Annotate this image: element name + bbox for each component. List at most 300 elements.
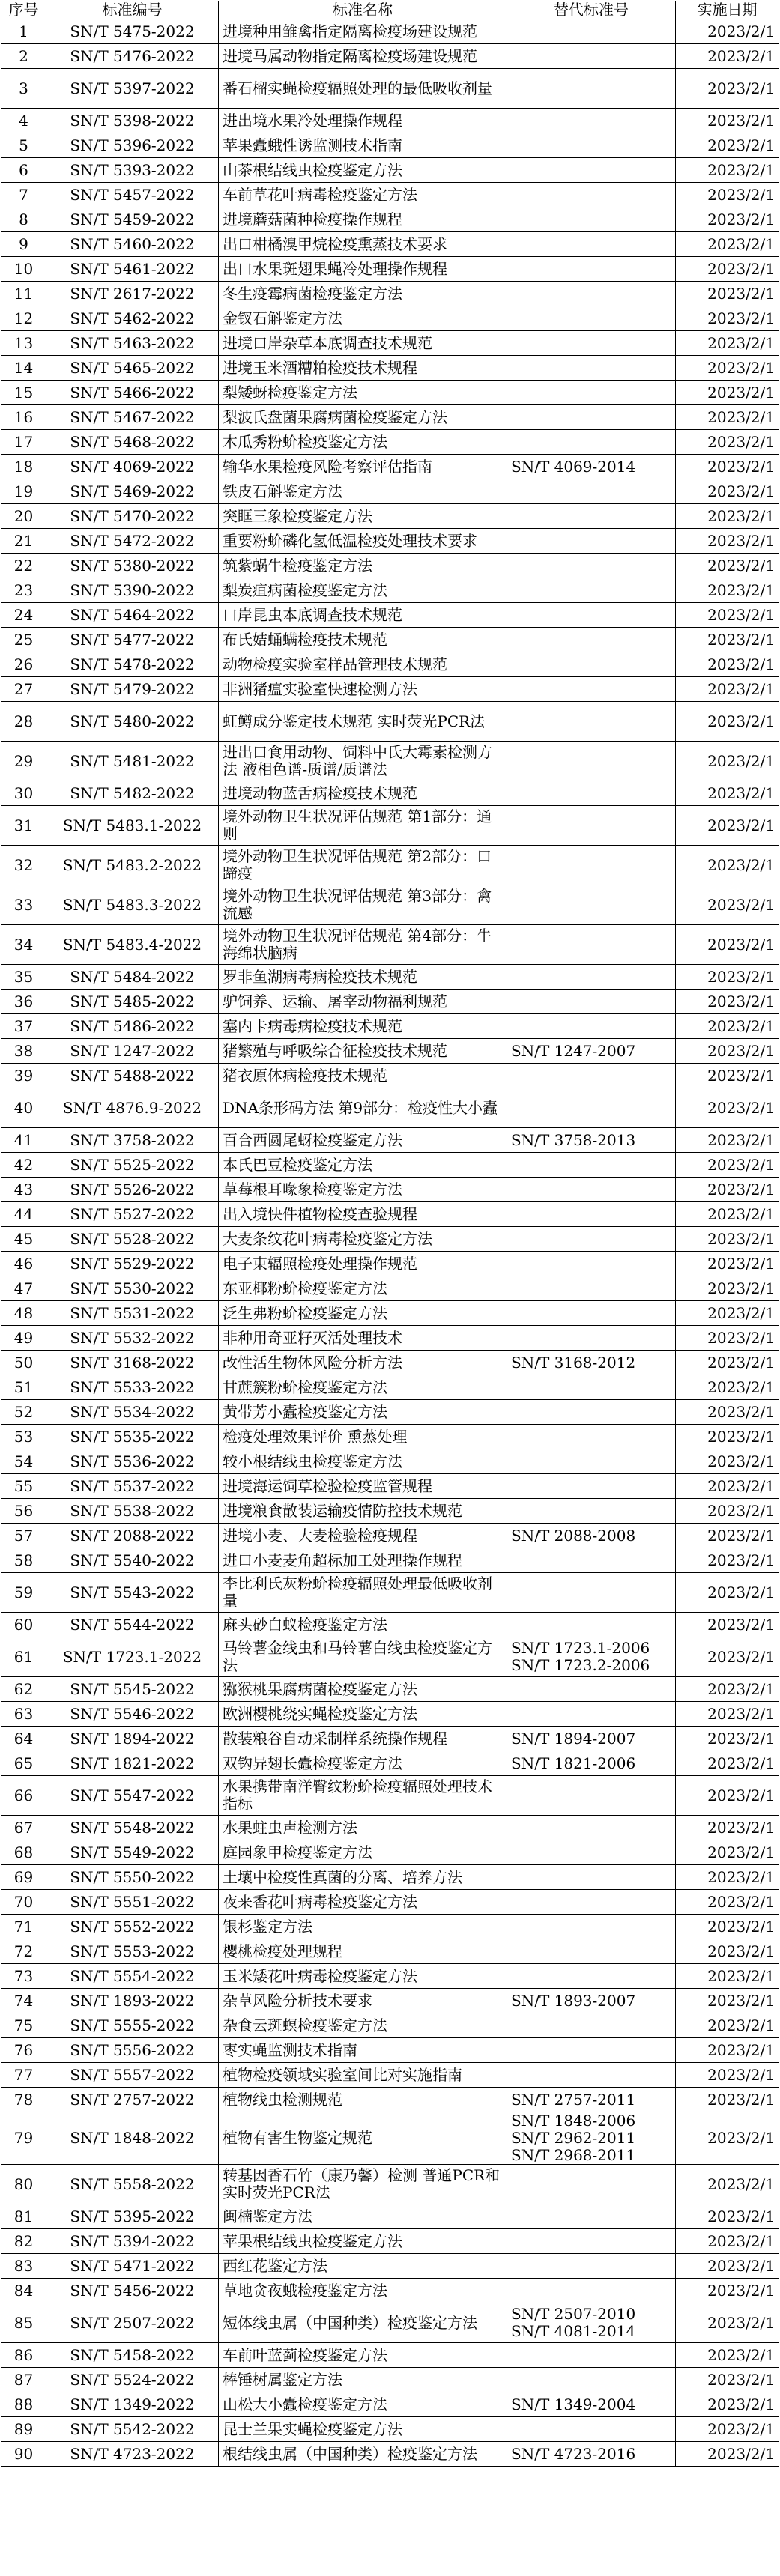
row-seq: 14 xyxy=(1,356,46,381)
row-code: SN/T 5540-2022 xyxy=(46,1548,219,1573)
row-date: 2023/2/1 xyxy=(676,1637,779,1677)
row-replaced xyxy=(507,990,676,1014)
row-seq: 16 xyxy=(1,405,46,430)
row-name: 猕猴桃果腐病菌检疫鉴定方法 xyxy=(219,1677,507,1702)
row-seq: 68 xyxy=(1,1840,46,1865)
row-name: 双钩异翅长蠹检疫鉴定方法 xyxy=(219,1751,507,1776)
table-row xyxy=(1,1499,779,1524)
table-row xyxy=(1,2442,779,2467)
row-date: 2023/2/1 xyxy=(676,479,779,504)
row-name: 水果蛀虫声检测方法 xyxy=(219,1816,507,1840)
row-code: SN/T 5456-2022 xyxy=(46,2279,219,2303)
row-replaced xyxy=(507,677,676,702)
row-code: SN/T 5553-2022 xyxy=(46,1939,219,1964)
row-seq: 4 xyxy=(1,109,46,133)
table-row xyxy=(1,1227,779,1252)
table-row xyxy=(1,1524,779,1548)
row-code: SN/T 3168-2022 xyxy=(46,1351,219,1375)
table-row xyxy=(1,578,779,603)
row-date: 2023/2/1 xyxy=(676,742,779,781)
row-date: 2023/2/1 xyxy=(676,1573,779,1613)
row-code: SN/T 5398-2022 xyxy=(46,109,219,133)
row-code: SN/T 5476-2022 xyxy=(46,44,219,69)
row-code: SN/T 5542-2022 xyxy=(46,2417,219,2442)
row-seq: 70 xyxy=(1,1890,46,1915)
row-name: 进境玉米酒糟粕检疫技术规程 xyxy=(219,356,507,381)
row-seq: 46 xyxy=(1,1252,46,1276)
row-replaced xyxy=(507,331,676,356)
row-code: SN/T 5464-2022 xyxy=(46,603,219,628)
row-seq: 77 xyxy=(1,2063,46,2088)
row-replaced xyxy=(507,1677,676,1702)
row-date: 2023/2/1 xyxy=(676,257,779,282)
row-date: 2023/2/1 xyxy=(676,109,779,133)
row-replaced xyxy=(507,1865,676,1890)
row-code: SN/T 5470-2022 xyxy=(46,504,219,529)
row-date: 2023/2/1 xyxy=(676,1178,779,1202)
row-replaced xyxy=(507,1474,676,1499)
table-row xyxy=(1,2013,779,2038)
row-seq: 32 xyxy=(1,846,46,885)
row-code: SN/T 5524-2022 xyxy=(46,2368,219,2392)
row-replaced xyxy=(507,1202,676,1227)
row-replaced xyxy=(507,1014,676,1039)
row-date: 2023/2/1 xyxy=(676,1351,779,1375)
row-date: 2023/2/1 xyxy=(676,1548,779,1573)
row-code: SN/T 5535-2022 xyxy=(46,1425,219,1449)
table-row xyxy=(1,1400,779,1425)
row-date: 2023/2/1 xyxy=(676,2165,779,2204)
row-code: SN/T 5467-2022 xyxy=(46,405,219,430)
row-date: 2023/2/1 xyxy=(676,1751,779,1776)
table-row xyxy=(1,742,779,781)
row-seq: 18 xyxy=(1,455,46,479)
row-date: 2023/2/1 xyxy=(676,846,779,885)
row-date: 2023/2/1 xyxy=(676,1039,779,1064)
table-row xyxy=(1,183,779,207)
row-seq: 75 xyxy=(1,2013,46,2038)
row-seq: 9 xyxy=(1,232,46,257)
row-replaced xyxy=(507,2038,676,2063)
row-date: 2023/2/1 xyxy=(676,69,779,109)
row-code: SN/T 5471-2022 xyxy=(46,2254,219,2279)
row-seq: 2 xyxy=(1,44,46,69)
row-date: 2023/2/1 xyxy=(676,1252,779,1276)
row-date: 2023/2/1 xyxy=(676,1474,779,1499)
row-replaced xyxy=(507,430,676,455)
row-seq: 37 xyxy=(1,1014,46,1039)
row-name: 金钗石斛鉴定方法 xyxy=(219,306,507,331)
row-name: 车前草花叶病毒检疫鉴定方法 xyxy=(219,183,507,207)
row-seq: 42 xyxy=(1,1153,46,1178)
row-replaced xyxy=(507,2343,676,2368)
row-seq: 48 xyxy=(1,1301,46,1326)
row-code: SN/T 5529-2022 xyxy=(46,1252,219,1276)
row-code: SN/T 5483.4-2022 xyxy=(46,925,219,965)
table-row xyxy=(1,1573,779,1613)
row-name: 夜来香花叶病毒检疫鉴定方法 xyxy=(219,1890,507,1915)
row-replaced: SN/T 1848-2006 SN/T 2962-2011 SN/T 2968-2011 xyxy=(507,2112,676,2165)
row-seq: 74 xyxy=(1,1989,46,2013)
row-date: 2023/2/1 xyxy=(676,356,779,381)
row-seq: 87 xyxy=(1,2368,46,2392)
row-date: 2023/2/1 xyxy=(676,1865,779,1890)
row-replaced xyxy=(507,207,676,232)
row-seq: 60 xyxy=(1,1613,46,1637)
row-date: 2023/2/1 xyxy=(676,2038,779,2063)
row-seq: 90 xyxy=(1,2442,46,2467)
row-name: 进境马属动物指定隔离检疫场建设规范 xyxy=(219,44,507,69)
table-row xyxy=(1,1064,779,1088)
row-replaced: SN/T 4069-2014 xyxy=(507,455,676,479)
row-name: 梨矮蚜检疫鉴定方法 xyxy=(219,381,507,405)
row-date: 2023/2/1 xyxy=(676,1989,779,2013)
row-code: SN/T 5380-2022 xyxy=(46,554,219,578)
row-name: 非种用奇亚籽灭活处理技术 xyxy=(219,1326,507,1351)
row-date: 2023/2/1 xyxy=(676,2229,779,2254)
row-name: 境外动物卫生状况评估规范 第3部分：禽流感 xyxy=(219,885,507,925)
row-replaced xyxy=(507,806,676,846)
row-date: 2023/2/1 xyxy=(676,965,779,990)
table-row xyxy=(1,1776,779,1816)
row-code: SN/T 1894-2022 xyxy=(46,1727,219,1751)
row-seq: 71 xyxy=(1,1915,46,1939)
row-code: SN/T 5537-2022 xyxy=(46,1474,219,1499)
row-code: SN/T 5532-2022 xyxy=(46,1326,219,1351)
table-row xyxy=(1,1178,779,1202)
table-row xyxy=(1,1816,779,1840)
table-row xyxy=(1,1039,779,1064)
row-code: SN/T 5481-2022 xyxy=(46,742,219,781)
table-row xyxy=(1,1276,779,1301)
row-date: 2023/2/1 xyxy=(676,2088,779,2112)
table-row xyxy=(1,2038,779,2063)
table-row xyxy=(1,1964,779,1989)
row-name: 境外动物卫生状况评估规范 第2部分：口蹄疫 xyxy=(219,846,507,885)
row-name: 猪衣原体病检疫技术规范 xyxy=(219,1064,507,1088)
row-replaced xyxy=(507,2013,676,2038)
row-seq: 23 xyxy=(1,578,46,603)
row-date: 2023/2/1 xyxy=(676,2254,779,2279)
table-row xyxy=(1,1939,779,1964)
row-replaced xyxy=(507,109,676,133)
row-date: 2023/2/1 xyxy=(676,1613,779,1637)
row-seq: 5 xyxy=(1,133,46,158)
row-seq: 21 xyxy=(1,529,46,554)
table-row xyxy=(1,1351,779,1375)
row-name: 猪繁殖与呼吸综合征检疫技术规范 xyxy=(219,1039,507,1064)
table-row xyxy=(1,2088,779,2112)
table-row xyxy=(1,1153,779,1178)
row-name: 梨炭疽病菌检疫鉴定方法 xyxy=(219,578,507,603)
row-date: 2023/2/1 xyxy=(676,1400,779,1425)
row-replaced xyxy=(507,603,676,628)
row-replaced xyxy=(507,742,676,781)
row-name: 筑紫蜗牛检疫鉴定方法 xyxy=(219,554,507,578)
table-row xyxy=(1,455,779,479)
row-name: 枣实蝇监测技术指南 xyxy=(219,2038,507,2063)
table-row xyxy=(1,1613,779,1637)
row-name: 玉米矮花叶病毒检疫鉴定方法 xyxy=(219,1964,507,1989)
row-name: 进境蘑菇菌种检疫操作规程 xyxy=(219,207,507,232)
row-code: SN/T 5483.3-2022 xyxy=(46,885,219,925)
header-replaced: 替代标准号 xyxy=(507,1,676,19)
row-date: 2023/2/1 xyxy=(676,652,779,677)
row-seq: 22 xyxy=(1,554,46,578)
row-replaced xyxy=(507,1276,676,1301)
table-row xyxy=(1,2303,779,2343)
row-name: 出口水果斑翅果蝇冷处理操作规程 xyxy=(219,257,507,282)
row-replaced xyxy=(507,1088,676,1128)
row-code: SN/T 2617-2022 xyxy=(46,282,219,306)
row-name: 转基因香石竹（康乃馨）检测 普通PCR和实时荧光PCR法 xyxy=(219,2165,507,2204)
row-seq: 13 xyxy=(1,331,46,356)
table-row xyxy=(1,2063,779,2088)
row-name: 昆士兰果实蝇检疫鉴定方法 xyxy=(219,2417,507,2442)
row-name: 东亚椰粉蚧检疫鉴定方法 xyxy=(219,1276,507,1301)
row-replaced: SN/T 2507-2010 SN/T 4081-2014 xyxy=(507,2303,676,2343)
row-date: 2023/2/1 xyxy=(676,504,779,529)
table-row xyxy=(1,1326,779,1351)
row-replaced xyxy=(507,2254,676,2279)
row-replaced xyxy=(507,381,676,405)
row-replaced xyxy=(507,1613,676,1637)
row-seq: 35 xyxy=(1,965,46,990)
row-date: 2023/2/1 xyxy=(676,1776,779,1816)
row-code: SN/T 1349-2022 xyxy=(46,2392,219,2417)
row-name: 欧洲樱桃绕实蝇检疫鉴定方法 xyxy=(219,1702,507,1727)
row-replaced xyxy=(507,44,676,69)
row-date: 2023/2/1 xyxy=(676,1153,779,1178)
row-name: 进境小麦、大麦检验检疫规程 xyxy=(219,1524,507,1548)
row-date: 2023/2/1 xyxy=(676,529,779,554)
row-name: 李比利氏灰粉蚧检疫辐照处理最低吸收剂量 xyxy=(219,1573,507,1613)
row-code: SN/T 5396-2022 xyxy=(46,133,219,158)
row-date: 2023/2/1 xyxy=(676,1727,779,1751)
row-replaced xyxy=(507,1499,676,1524)
row-code: SN/T 3758-2022 xyxy=(46,1128,219,1153)
row-replaced xyxy=(507,504,676,529)
row-replaced xyxy=(507,1939,676,1964)
row-seq: 69 xyxy=(1,1865,46,1890)
row-replaced xyxy=(507,628,676,652)
table-row xyxy=(1,554,779,578)
row-code: SN/T 1723.1-2022 xyxy=(46,1637,219,1677)
row-date: 2023/2/1 xyxy=(676,677,779,702)
table-row xyxy=(1,381,779,405)
row-name: 泛生弗粉蚧检疫鉴定方法 xyxy=(219,1301,507,1326)
row-name: 植物线虫检测规范 xyxy=(219,2088,507,2112)
row-code: SN/T 5390-2022 xyxy=(46,578,219,603)
row-code: SN/T 5545-2022 xyxy=(46,1677,219,1702)
row-seq: 78 xyxy=(1,2088,46,2112)
header-seq: 序号 xyxy=(1,1,46,19)
row-seq: 51 xyxy=(1,1375,46,1400)
row-seq: 28 xyxy=(1,702,46,742)
row-code: SN/T 5551-2022 xyxy=(46,1890,219,1915)
row-replaced xyxy=(507,1573,676,1613)
row-date: 2023/2/1 xyxy=(676,381,779,405)
row-date: 2023/2/1 xyxy=(676,282,779,306)
row-seq: 47 xyxy=(1,1276,46,1301)
row-name: 突眶三象检疫鉴定方法 xyxy=(219,504,507,529)
row-name: 本氏巴豆检疫鉴定方法 xyxy=(219,1153,507,1178)
table-row xyxy=(1,2112,779,2165)
row-name: 草莓根耳喙象检疫鉴定方法 xyxy=(219,1178,507,1202)
row-replaced: SN/T 1349-2004 xyxy=(507,2392,676,2417)
row-name: 西红花鉴定方法 xyxy=(219,2254,507,2279)
row-replaced xyxy=(507,652,676,677)
table-row xyxy=(1,1014,779,1039)
row-name: 山松大小蠹检疫鉴定方法 xyxy=(219,2392,507,2417)
table-row xyxy=(1,677,779,702)
row-date: 2023/2/1 xyxy=(676,1499,779,1524)
row-replaced: SN/T 1247-2007 xyxy=(507,1039,676,1064)
row-seq: 12 xyxy=(1,306,46,331)
row-replaced xyxy=(507,1375,676,1400)
row-seq: 41 xyxy=(1,1128,46,1153)
row-name: 黄带芳小蠹检疫鉴定方法 xyxy=(219,1400,507,1425)
row-seq: 31 xyxy=(1,806,46,846)
row-seq: 64 xyxy=(1,1727,46,1751)
row-date: 2023/2/1 xyxy=(676,2392,779,2417)
row-seq: 43 xyxy=(1,1178,46,1202)
row-date: 2023/2/1 xyxy=(676,1890,779,1915)
row-seq: 15 xyxy=(1,381,46,405)
row-date: 2023/2/1 xyxy=(676,232,779,257)
row-date: 2023/2/1 xyxy=(676,702,779,742)
row-code: SN/T 5527-2022 xyxy=(46,1202,219,1227)
row-name: 非洲猪瘟实验室快速检测方法 xyxy=(219,677,507,702)
row-code: SN/T 5394-2022 xyxy=(46,2229,219,2254)
row-date: 2023/2/1 xyxy=(676,1964,779,1989)
row-name: 大麦条纹花叶病毒检疫鉴定方法 xyxy=(219,1227,507,1252)
row-date: 2023/2/1 xyxy=(676,2279,779,2303)
row-date: 2023/2/1 xyxy=(676,2013,779,2038)
table-row xyxy=(1,1915,779,1939)
table-row xyxy=(1,158,779,183)
row-name: 根结线虫属（中国种类）检疫鉴定方法 xyxy=(219,2442,507,2467)
row-seq: 20 xyxy=(1,504,46,529)
row-code: SN/T 4723-2022 xyxy=(46,2442,219,2467)
row-code: SN/T 5483.1-2022 xyxy=(46,806,219,846)
row-code: SN/T 5469-2022 xyxy=(46,479,219,504)
row-date: 2023/2/1 xyxy=(676,781,779,806)
row-seq: 73 xyxy=(1,1964,46,1989)
row-replaced xyxy=(507,1840,676,1865)
row-seq: 59 xyxy=(1,1573,46,1613)
row-name: 山茶根结线虫检疫鉴定方法 xyxy=(219,158,507,183)
row-replaced xyxy=(507,2417,676,2442)
row-date: 2023/2/1 xyxy=(676,1840,779,1865)
row-name: 水果携带南洋臀纹粉蚧检疫辐照处理技术指标 xyxy=(219,1776,507,1816)
row-name: 庭园象甲检疫鉴定方法 xyxy=(219,1840,507,1865)
row-replaced: SN/T 1821-2006 xyxy=(507,1751,676,1776)
row-name: 甘蔗簇粉蚧检疫鉴定方法 xyxy=(219,1375,507,1400)
row-name: 进出境水果冷处理操作规程 xyxy=(219,109,507,133)
row-code: SN/T 5457-2022 xyxy=(46,183,219,207)
row-code: SN/T 5485-2022 xyxy=(46,990,219,1014)
table-row xyxy=(1,19,779,44)
row-name: 输华水果检疫风险考察评估指南 xyxy=(219,455,507,479)
table-row xyxy=(1,356,779,381)
row-seq: 45 xyxy=(1,1227,46,1252)
row-date: 2023/2/1 xyxy=(676,1702,779,1727)
row-name: 进口小麦麦角超标加工处理操作规程 xyxy=(219,1548,507,1573)
table-row xyxy=(1,133,779,158)
row-code: SN/T 5549-2022 xyxy=(46,1840,219,1865)
row-code: SN/T 5466-2022 xyxy=(46,381,219,405)
row-code: SN/T 4069-2022 xyxy=(46,455,219,479)
row-replaced xyxy=(507,1915,676,1939)
row-replaced xyxy=(507,356,676,381)
row-date: 2023/2/1 xyxy=(676,1227,779,1252)
row-replaced xyxy=(507,2368,676,2392)
table-row xyxy=(1,504,779,529)
table-row xyxy=(1,2165,779,2204)
row-seq: 67 xyxy=(1,1816,46,1840)
row-seq: 34 xyxy=(1,925,46,965)
row-date: 2023/2/1 xyxy=(676,554,779,578)
table-row xyxy=(1,2254,779,2279)
table-row xyxy=(1,1449,779,1474)
row-date: 2023/2/1 xyxy=(676,628,779,652)
table-row xyxy=(1,1301,779,1326)
row-replaced xyxy=(507,1816,676,1840)
row-date: 2023/2/1 xyxy=(676,430,779,455)
table-row xyxy=(1,2204,779,2229)
table-row xyxy=(1,430,779,455)
row-date: 2023/2/1 xyxy=(676,1276,779,1301)
table-row xyxy=(1,965,779,990)
table-row xyxy=(1,1637,779,1677)
row-code: SN/T 5547-2022 xyxy=(46,1776,219,1816)
row-date: 2023/2/1 xyxy=(676,2204,779,2229)
row-code: SN/T 5546-2022 xyxy=(46,1702,219,1727)
table-row xyxy=(1,207,779,232)
table-row xyxy=(1,1088,779,1128)
row-date: 2023/2/1 xyxy=(676,1326,779,1351)
row-name: 境外动物卫生状况评估规范 第1部分：通则 xyxy=(219,806,507,846)
row-name: 重要粉蚧磷化氢低温检疫处理技术要求 xyxy=(219,529,507,554)
row-replaced xyxy=(507,1301,676,1326)
table-row xyxy=(1,1751,779,1776)
table-row xyxy=(1,529,779,554)
row-seq: 82 xyxy=(1,2229,46,2254)
row-replaced xyxy=(507,925,676,965)
row-seq: 83 xyxy=(1,2254,46,2279)
row-replaced xyxy=(507,2279,676,2303)
row-code: SN/T 1821-2022 xyxy=(46,1751,219,1776)
table-row xyxy=(1,1989,779,2013)
row-name: 冬生疫霉病菌检疫鉴定方法 xyxy=(219,282,507,306)
row-name: 棒锤树属鉴定方法 xyxy=(219,2368,507,2392)
row-date: 2023/2/1 xyxy=(676,2343,779,2368)
table-row xyxy=(1,885,779,925)
row-code: SN/T 5530-2022 xyxy=(46,1276,219,1301)
row-code: SN/T 5483.2-2022 xyxy=(46,846,219,885)
row-name: 银杉鉴定方法 xyxy=(219,1915,507,1939)
row-seq: 24 xyxy=(1,603,46,628)
row-name: 铁皮石斛鉴定方法 xyxy=(219,479,507,504)
row-date: 2023/2/1 xyxy=(676,603,779,628)
row-replaced xyxy=(507,2204,676,2229)
row-seq: 80 xyxy=(1,2165,46,2204)
row-name: 草地贪夜蛾检疫鉴定方法 xyxy=(219,2279,507,2303)
row-date: 2023/2/1 xyxy=(676,19,779,44)
row-replaced xyxy=(507,2229,676,2254)
row-code: SN/T 5531-2022 xyxy=(46,1301,219,1326)
